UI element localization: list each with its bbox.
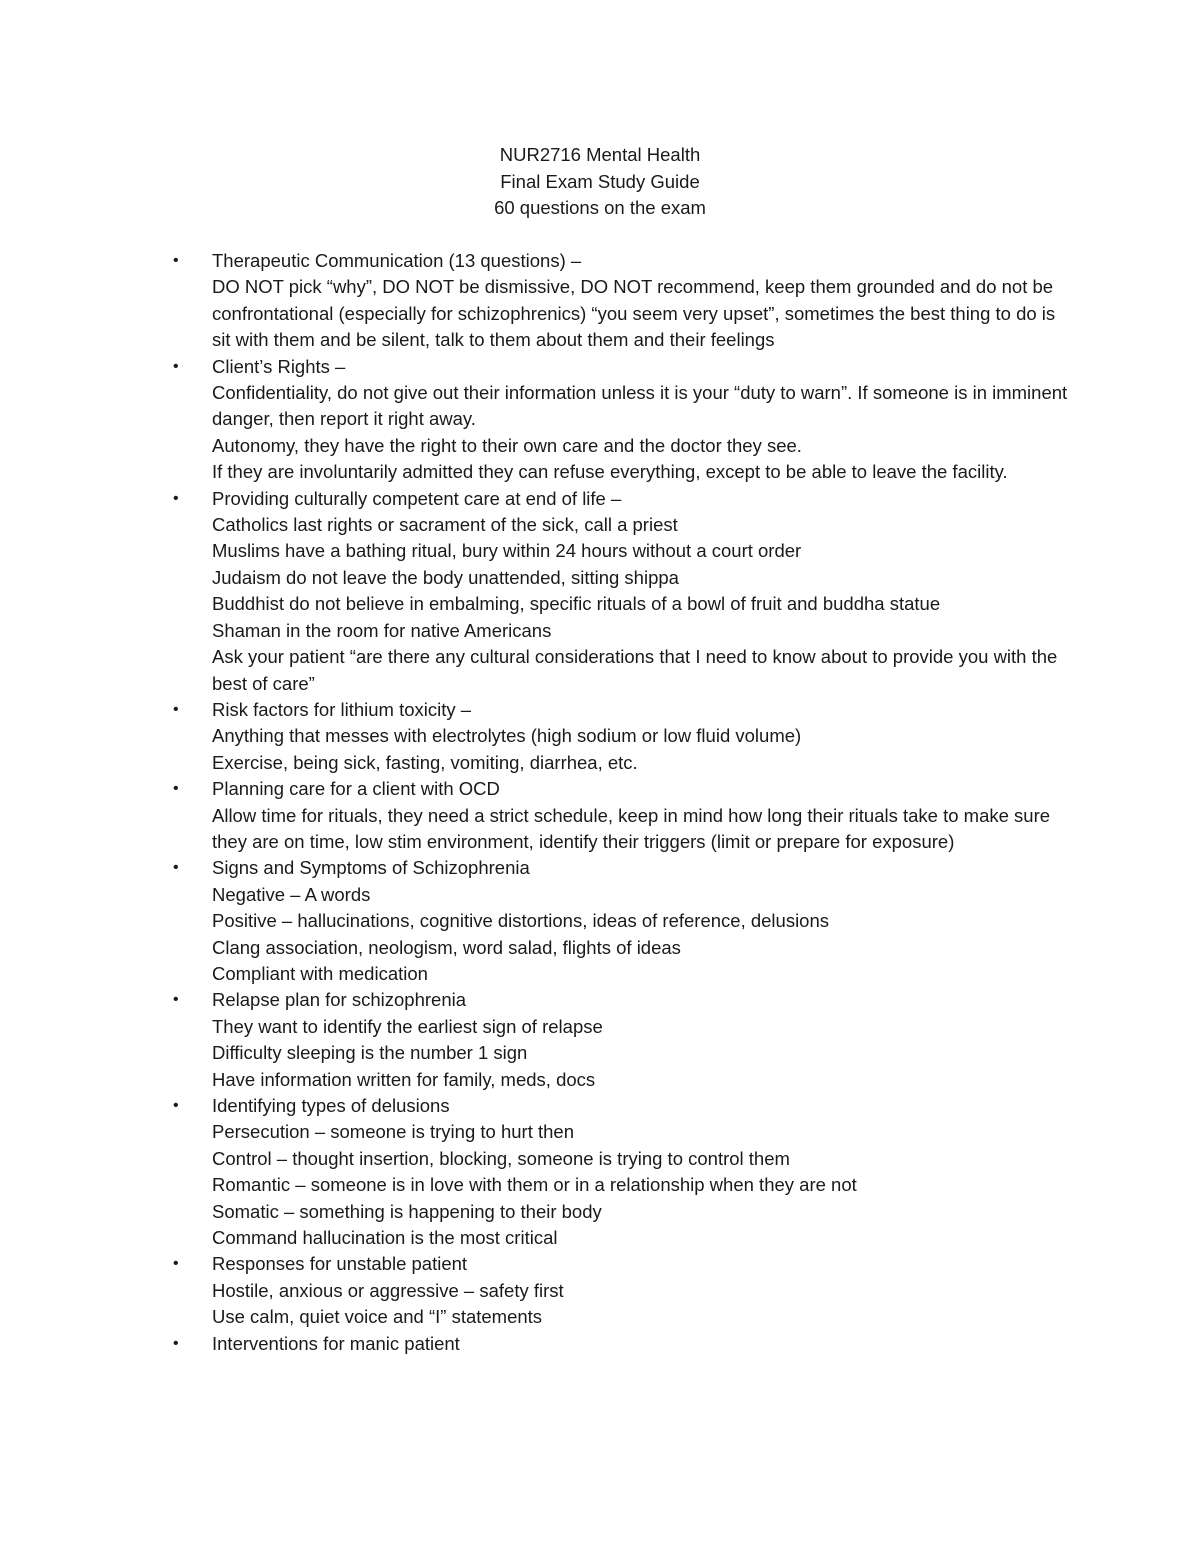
list-item (173, 486, 1072, 697)
bullet-icon: • (173, 357, 179, 375)
topic-note: DO NOT pick “why”, DO NOT be dismissive, DO NOT recommend, keep them grounded and do not be confrontational (especially for schizophrenics) “you seem very upset”, sometimes the best thing to do is sit with them and be silent, talk to them about them and their feelings (212, 276, 1056, 351)
bullet-icon: • (173, 1255, 179, 1273)
topic-note: Judaism do not leave the body unattended, sitting shippa (212, 566, 679, 588)
list-item (173, 1331, 1072, 1357)
bullet-icon: • (173, 489, 179, 507)
list-item (173, 248, 1072, 354)
list-item (173, 776, 1072, 855)
topic-note: Buddhist do not believe in embalming, specific rituals of a bowl of fruit and buddha statue (212, 593, 941, 615)
topic-note: Command hallucination is the most critical (212, 1227, 558, 1249)
topic-note: Have information written for family, meds, docs (212, 1068, 596, 1090)
topic-note: Control – thought insertion, blocking, someone is trying to control them (212, 1147, 790, 1169)
topic-heading: Providing culturally competent care at end of life – (212, 487, 622, 509)
topic-heading: Risk factors for lithium toxicity – (212, 698, 472, 720)
topic-note: Difficulty sleeping is the number 1 sign (212, 1042, 528, 1064)
topic-note: They want to identify the earliest sign of relapse (212, 1015, 603, 1037)
topic-note: Ask your patient “are there any cultural considerations that I need to know about to provide you with the best of care” (212, 646, 1058, 694)
list-item (173, 1251, 1072, 1330)
question-count: 60 questions on the exam (494, 197, 706, 218)
bullet-icon: • (173, 991, 179, 1009)
bullet-icon: • (173, 780, 179, 798)
topic-note: Somatic – something is happening to their body (212, 1200, 602, 1222)
bullet-icon: • (173, 859, 179, 877)
topic-heading: Responses for unstable patient (212, 1253, 468, 1275)
list-item (173, 855, 1072, 987)
bullet-icon: • (173, 700, 179, 718)
topic-heading: Interventions for manic patient (212, 1332, 460, 1354)
topic-note: Persecution – someone is trying to hurt then (212, 1121, 574, 1143)
topic-heading: Therapeutic Communication (13 questions) – (212, 250, 582, 271)
topic-note: Romantic – someone is in love with them or in a relationship when they are not (212, 1174, 857, 1196)
list-item (173, 697, 1072, 776)
document-header (0, 142, 1200, 222)
course-title: NUR2716 Mental Health (499, 144, 701, 165)
topic-note: Autonomy, they have the right to their own care and the doctor they see. (212, 434, 802, 456)
topic-note: Clang association, neologism, word salad, flights of ideas (212, 936, 681, 958)
topic-note: Confidentiality, do not give out their information unless it is your “duty to warn”. If someone is in imminent danger, then report it right away. (212, 382, 1068, 430)
topic-note: Allow time for rituals, they need a strict schedule, keep in mind how long their rituals take to make sure they are on time, low stim environment, identify their triggers (limit or prepare for exposure) (212, 804, 1051, 852)
topic-list (173, 248, 1072, 1357)
document-subtitle: Final Exam Study Guide (500, 170, 700, 192)
topic-heading: Signs and Symptoms of Schizophrenia (212, 857, 530, 879)
topic-note: Catholics last rights or sacrament of the sick, call a priest (212, 514, 678, 536)
list-item (173, 354, 1072, 486)
topic-heading: Identifying types of delusions (212, 1095, 450, 1116)
topic-note: Compliant with medication (212, 962, 428, 984)
topic-note: If they are involuntarily admitted they can refuse everything, except to be able to leave the facility. (212, 461, 1008, 483)
bullet-icon: • (173, 252, 179, 269)
topic-note: Muslims have a bathing ritual, bury within 24 hours without a court order (212, 540, 802, 562)
topic-heading: Planning care for a client with OCD (212, 778, 500, 800)
topic-note: Hostile, anxious or aggressive – safety first (212, 1279, 564, 1301)
topic-heading: Relapse plan for schizophrenia (212, 989, 467, 1011)
topic-note: Negative – A words (212, 883, 371, 905)
list-item (173, 1093, 1072, 1251)
topic-note: Anything that messes with electrolytes (high sodium or low fluid volume) (212, 725, 802, 747)
topic-note: Exercise, being sick, fasting, vomiting, diarrhea, etc. (212, 751, 638, 773)
bullet-icon: • (173, 1097, 179, 1114)
topic-note: Shaman in the room for native Americans (212, 619, 552, 641)
list-item (173, 987, 1072, 1093)
topic-note: Positive – hallucinations, cognitive distortions, ideas of reference, delusions (212, 910, 830, 932)
bullet-icon: • (173, 1334, 179, 1352)
topic-heading: Client’s Rights – (212, 355, 346, 377)
topic-note: Use calm, quiet voice and “I” statements (212, 1306, 543, 1328)
